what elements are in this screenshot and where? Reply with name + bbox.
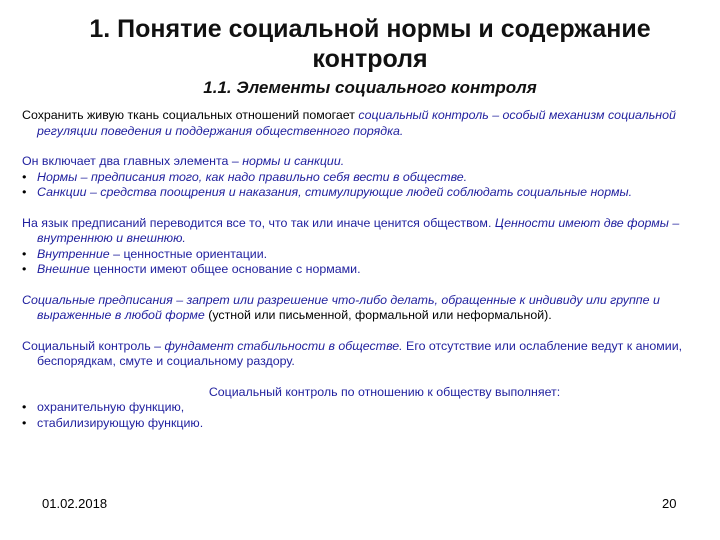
list-item-protective: • охранительную функцию, (22, 400, 687, 416)
term-description: – ценностные ориентации. (109, 246, 268, 261)
term-internal: Внутренние (37, 246, 110, 261)
paragraph-text: Социальный контроль – (22, 338, 165, 353)
paragraph-text: Он включает два главных элемента – (22, 154, 243, 168)
functions-heading: Социальный контроль по отношению к обществу выполняет: (208, 384, 561, 399)
paragraph-elements (22, 154, 687, 201)
emphasis-text: Ценности имеют две формы – (494, 215, 680, 230)
paragraph-text: (устной или письменной, формальной или неформальной). (204, 308, 552, 322)
paragraph-social-control (22, 108, 687, 139)
paragraph-text: Сохранить живую ткань социальных отношений помогает (22, 108, 359, 122)
list-item-norms: • Нормы – предписания того, как надо правильно себя вести в обществе. (22, 170, 687, 186)
list-item-external (22, 262, 687, 278)
paragraph-prescriptions (22, 293, 687, 324)
term-description: ценности имеют общее основание с нормами. (89, 262, 361, 276)
list-item-internal (22, 247, 687, 263)
paragraph-values (22, 216, 687, 278)
emphasis-text-2: внутреннюю и внешнюю. (37, 231, 186, 245)
footer-date: 01.02.2018 (42, 496, 108, 511)
definition-text: социальный контроль – особый механизм социальной регуляции поведения и поддержания общественного порядка. (37, 108, 676, 138)
term-external: Внешние (37, 262, 90, 276)
definition-text: Социальные предписания – запрет или разрешение что-либо делать, обращенные к индивиду или группе и выраженные в любой форме (22, 292, 660, 322)
slide-title: 1. Понятие социальной нормы и содержание контроля (89, 15, 651, 73)
paragraph-foundation (22, 339, 687, 370)
slide-content (22, 108, 687, 446)
slide-subtitle: 1.1. Элементы социального контроля (203, 78, 537, 97)
paragraph-functions (22, 385, 687, 432)
paragraph-text-2: Его отсутствие или ослабление ведут к аномии, беспорядкам, смуте и социальному раздору. (37, 338, 683, 368)
list-item-stabilizing: • стабилизирующую функцию. (22, 416, 687, 432)
emphasis-text: нормы и санкции. (242, 154, 345, 168)
emphasis-text: фундамент стабильности в обществе. (164, 338, 403, 353)
paragraph-text: На язык предписаний переводится все то, что так или иначе ценится обществом. (22, 215, 495, 230)
list-item-sanctions: • Санкции – средства поощрения и наказания, стимулирующие людей соблюдать социальные нормы. (22, 185, 687, 201)
page-number: 20 (662, 496, 677, 511)
